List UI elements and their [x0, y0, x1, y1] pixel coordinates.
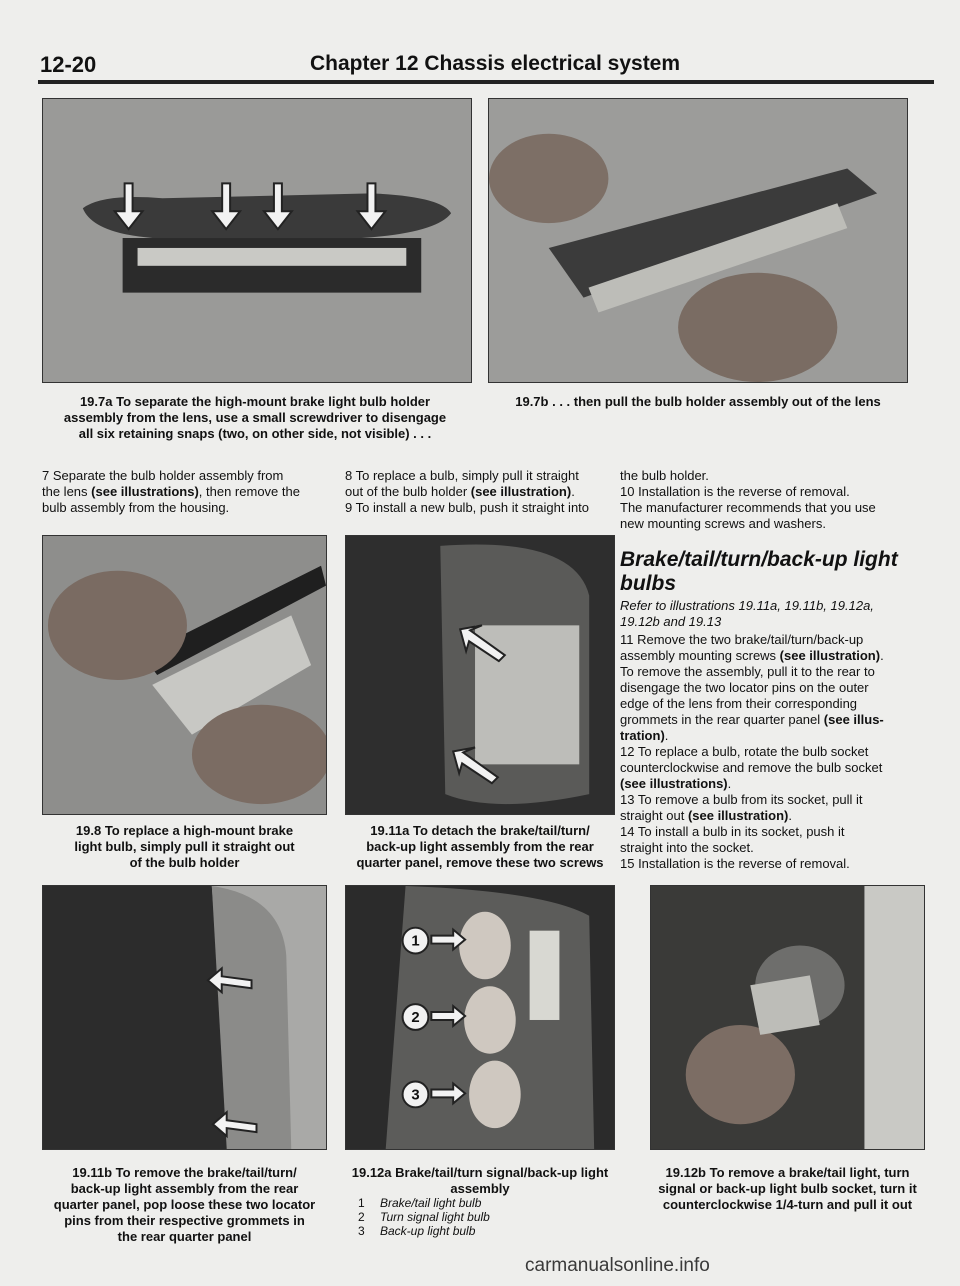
caption-19-12b: 19.12b To remove a brake/tail light, turn signal or back-up light bulb socket, turn it counterclockwise 1/4-turn and pull it out [658, 1165, 917, 1212]
photo-19-8 [42, 535, 327, 815]
caption-19-7b: 19.7b . . . then pull the bulb holder assembly out of the lens [515, 394, 881, 409]
text-col-3-main: 11 Remove the two brake/tail/turn/back-up assembly mounting screws (see illustration). To remove the assembly, pull it to the rear to disengage the two locator pins on the outer edge of the lens from their corresponding grommets in the rear quarter panel (see illus- tration). 12 To replace a bulb, rotate the bulb socket counterclockwise and remove the bulb socket (see illustrations). 13 To remove a bulb from its socket, pull it straight out (see illustration). 14 To install a bulb in its socket, push it straight into the socket. 15 Installation is the reverse of removal. [620, 632, 884, 871]
callout-1: 1 [411, 933, 420, 950]
callout-2: 2 [411, 1009, 420, 1026]
photo-19-12b [650, 885, 925, 1150]
photo-19-12a [345, 885, 615, 1150]
page-header [40, 52, 930, 78]
text-col-2: 8 To replace a bulb, simply pull it straight out of the bulb holder (see illustration). 9 To install a new bulb, push it straight into [345, 468, 590, 515]
header-rule [38, 80, 934, 84]
text-col-3-top: the bulb holder. 10 Installation is the reverse of removal. The manufacturer recommends that you use new mounting screws and washers. [620, 468, 876, 531]
photo-19-7b [488, 98, 908, 383]
caption-19-12a: 19.12a Brake/tail/turn signal/back-up light assembly [351, 1165, 609, 1196]
caption-19-8: 19.8 To replace a high-mount brake light bulb, simply pull it straight out of the bulb holder [74, 823, 295, 870]
page-number: 12-20 [40, 52, 97, 77]
refer-to-line: Refer to illustrations 19.11a, 19.11b, 19.12a, 19.12b and 19.13 [620, 598, 874, 629]
legend-item: 2 Turn signal light bulb [358, 1210, 490, 1224]
photo-19-11b [42, 885, 327, 1150]
caption-19-7a: 19.7a To separate the high-mount brake light bulb holder assembly from the lens, use a small screwdriver to disengage all six retaining snaps (two, on other side, not visible) . . . [63, 394, 447, 441]
photo-19-7a [42, 98, 472, 383]
caption-19-11b: 19.11b To remove the brake/tail/turn/ back-up light assembly from the rear quarter panel, pop loose these two locator pins from their respective grommets in the rear quarter panel [53, 1165, 316, 1244]
legend-19-12a [358, 1196, 558, 1238]
text-col-1: 7 Separate the bulb holder assembly from the lens (see illustrations), then remove the bulb assembly from the housing. [42, 468, 300, 515]
chapter-title: Chapter 12 Chassis electrical system [310, 52, 681, 75]
callout-3: 3 [411, 1087, 420, 1104]
watermark: carmanualsonline.info [525, 1255, 710, 1276]
legend-item: 3 Back-up light bulb [358, 1224, 476, 1238]
legend-item: 1 Brake/tail light bulb [358, 1196, 482, 1210]
section-title: Brake/tail/turn/back-up light bulbs [620, 548, 898, 595]
caption-19-11a: 19.11a To detach the brake/tail/turn/ back-up light assembly from the rear quarter panel, remove these two screws [356, 823, 604, 870]
photo-19-11a [345, 535, 615, 815]
